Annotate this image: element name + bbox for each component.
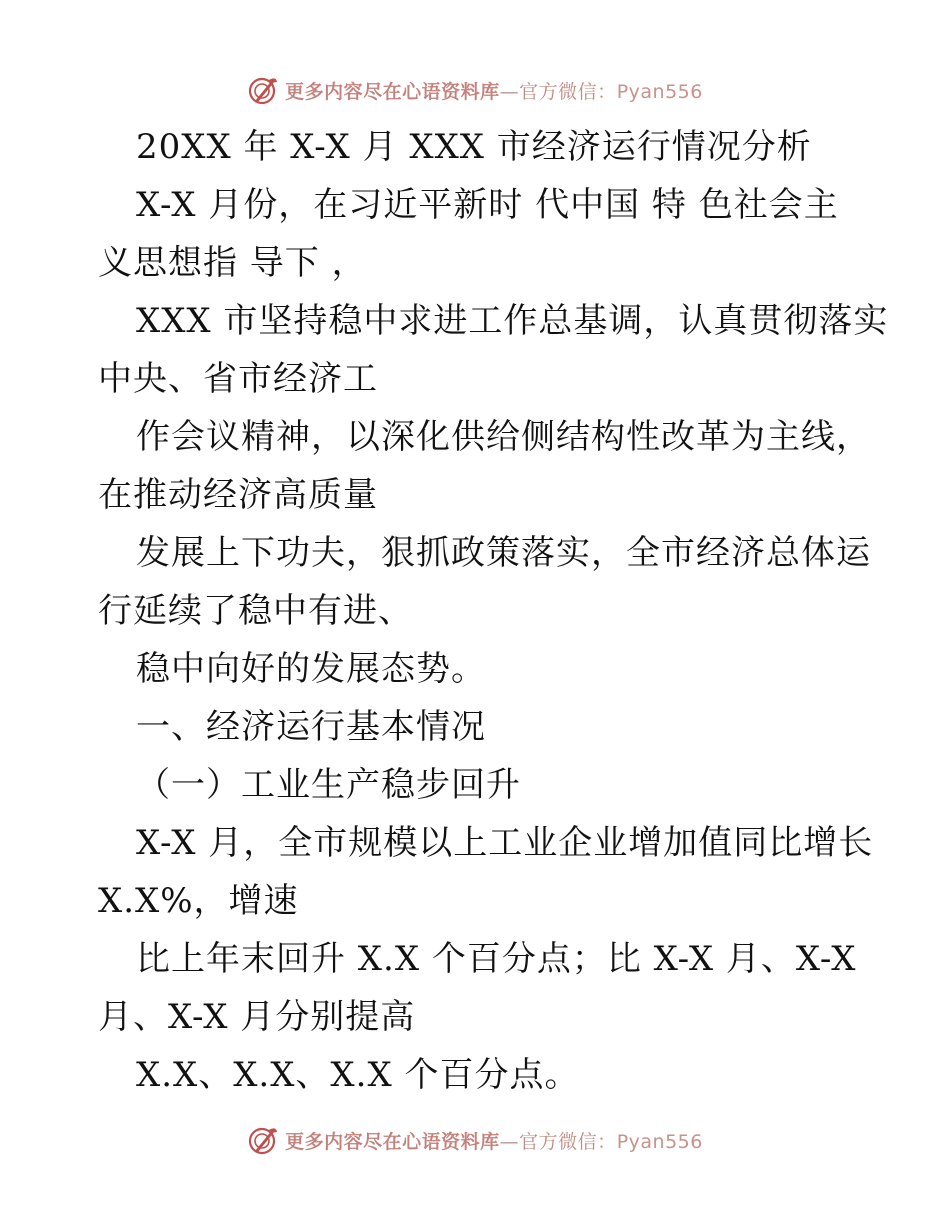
paragraph-line: 比上年末回升 X.X 个百分点；比 X-X 月、X-X — [136, 939, 857, 979]
header-watermark-banner — [0, 72, 950, 108]
banner-main-text: 更多内容尽在心语资料库 — [285, 80, 500, 103]
quill-logo-icon — [247, 74, 279, 106]
footer-watermark-banner — [0, 1122, 950, 1158]
paragraph-line: 行延续了稳中有进、 — [98, 591, 413, 631]
paragraph-line: XXX 市坚持稳中求进工作总基调，认真贯彻落实 — [136, 301, 889, 341]
paragraph-line: 义思想指 导下 ， — [98, 243, 367, 283]
paragraph-line: 中央、省市经济工 — [98, 359, 378, 399]
paragraph-line: 稳中向好的发展态势。 — [136, 649, 486, 689]
paragraph-line: X.X、X.X、X.X 个百分点。 — [136, 1055, 580, 1095]
document-title: 20XX 年 X-X 月 XXX 市经济运行情况分析 — [136, 127, 812, 167]
banner-wechat-label: 官方微信： — [519, 1130, 617, 1153]
banner-main-text: 更多内容尽在心语资料库 — [285, 1130, 500, 1153]
banner-wechat-id: Pyan556 — [616, 1130, 703, 1153]
paragraph-line: X-X 月份，在习近平新时 代中国 特 色社会主 — [136, 185, 839, 225]
banner-separator: — — [499, 1130, 520, 1153]
paragraph-line: 作会议精神，以深化供给侧结构性改革为主线， — [136, 417, 871, 457]
section-heading: 一、经济运行基本情况 — [136, 707, 486, 747]
banner-wechat-label: 官方微信： — [519, 80, 617, 103]
banner-wechat-id: Pyan556 — [616, 80, 703, 103]
paragraph-line: 月、X-X 月分别提高 — [98, 997, 416, 1037]
paragraph-line: X.X%，增速 — [98, 881, 299, 921]
quill-logo-icon — [247, 1124, 279, 1156]
paragraph-line: 发展上下功夫，狠抓政策落实，全市经济总体运 — [136, 533, 871, 573]
subsection-heading: （一）工业生产稳步回升 — [136, 765, 521, 805]
banner-separator: — — [499, 80, 520, 103]
paragraph-line: 在推动经济高质量 — [98, 475, 378, 515]
paragraph-line: X-X 月，全市规模以上工业企业增加值同比增长 — [136, 823, 874, 863]
